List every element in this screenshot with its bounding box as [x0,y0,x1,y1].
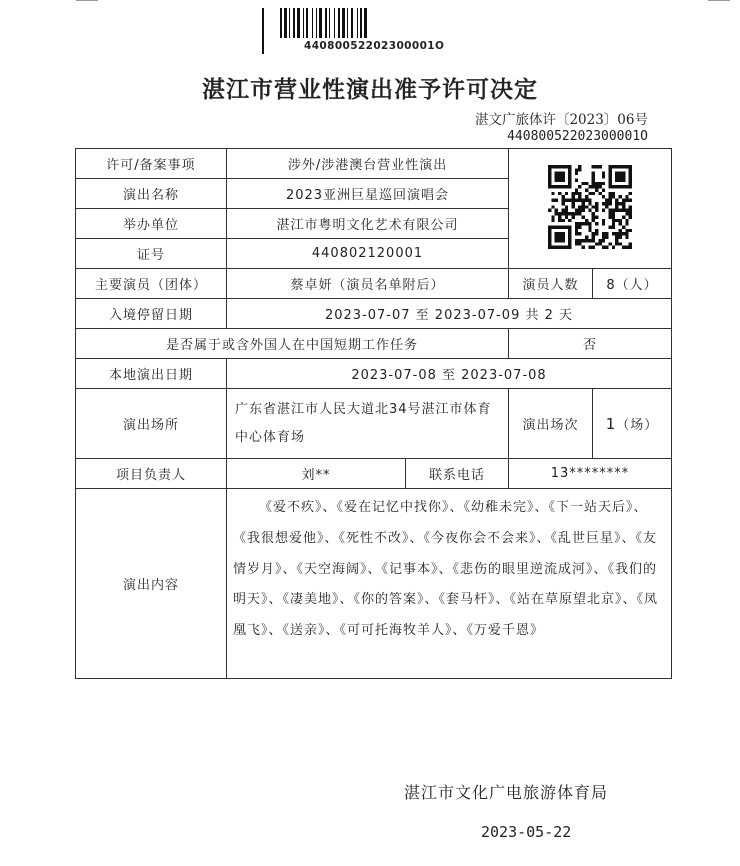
row-content [76,489,672,679]
cert-label: 证号 [76,239,227,269]
organizer-label: 举办单位 [76,209,227,239]
venue-label: 演出场所 [76,389,227,459]
issuer: 湛江市文化广电旅游体育局 [404,783,609,802]
entry-value: 2023-07-07 至 2023-07-09 共 2 天 [227,299,672,329]
manager-value: 刘** [227,459,406,489]
cert-value: 440802120001 [227,239,509,269]
issue-date: 2023-05-22 [481,823,572,841]
name-label: 演出名称 [76,179,227,209]
barcode [262,8,467,54]
row-entry [76,299,672,329]
manager-label: 项目负责人 [76,459,227,489]
sessions-number: 1 [605,415,617,433]
venue-value: 广东省湛江市人民大道北34号湛江市体育中心体育场 [227,389,509,459]
row-foreign [76,329,672,359]
row-local-date [76,359,672,389]
qr-code [509,149,672,269]
local-date-value: 2023-07-08 至 2023-07-08 [227,359,672,389]
local-date-label: 本地演出日期 [76,359,227,389]
document-number: 湛文广旅体许〔2023〕06号 [474,112,648,128]
phone-value: 13******** [509,459,672,489]
organizer-value: 湛江市粤明文化艺术有限公司 [227,209,509,239]
sessions-value [593,389,672,459]
row-manager [76,459,672,489]
item-label: 许可/备案事项 [76,149,227,179]
row-performer [76,269,672,299]
performer-value: 蔡卓妍（演员名单附后） [227,269,509,299]
item-value: 涉外/涉港澳台营业性演出 [227,149,509,179]
sessions-unit: （场） [616,418,659,433]
phone-label: 联系电话 [406,459,509,489]
barcode-bars [280,8,467,38]
count-label: 演员人数 [509,269,593,299]
row-item [76,149,672,179]
performer-label: 主要演员（团体） [76,269,227,299]
row-venue [76,389,672,459]
sessions-label: 演出场次 [509,389,593,459]
document-title: 湛江市营业性演出准予许可决定 [202,76,538,103]
permit-table [75,148,672,679]
content-label: 演出内容 [76,489,227,679]
foreign-value: 否 [509,329,672,359]
document-serial: 44080052202300001O [507,129,648,144]
name-value: 2023亚洲巨星巡回演唱会 [227,179,509,209]
count-value: 8（人） [593,269,672,299]
corner-mark-left [76,0,98,1]
barcode-number: 44080052202300001O [304,40,445,52]
corner-mark-right [708,0,730,1]
foreign-label: 是否属于或含外国人在中国短期工作任务 [76,329,509,359]
barcode-rule [262,8,264,54]
entry-label: 入境停留日期 [76,299,227,329]
qr-code-image [548,165,632,249]
content-value: 《爱不疚》、《爱在记忆中找你》、《幼稚未完》、《下一站天后》、《我很想爱他》、《死性不改》、《今夜你会不会来》、《乱世巨星》、《友情岁月》、《天空海阔》、《记事本》、《悲伤的眼里逆流成河》、《我们的明天》、《凄美地》、《你的答案》、《套马杆》、《站在草原望北京》、《凤凰飞》、《送亲》、《可可托海牧羊人》、《万爱千恩》 [227,489,672,679]
